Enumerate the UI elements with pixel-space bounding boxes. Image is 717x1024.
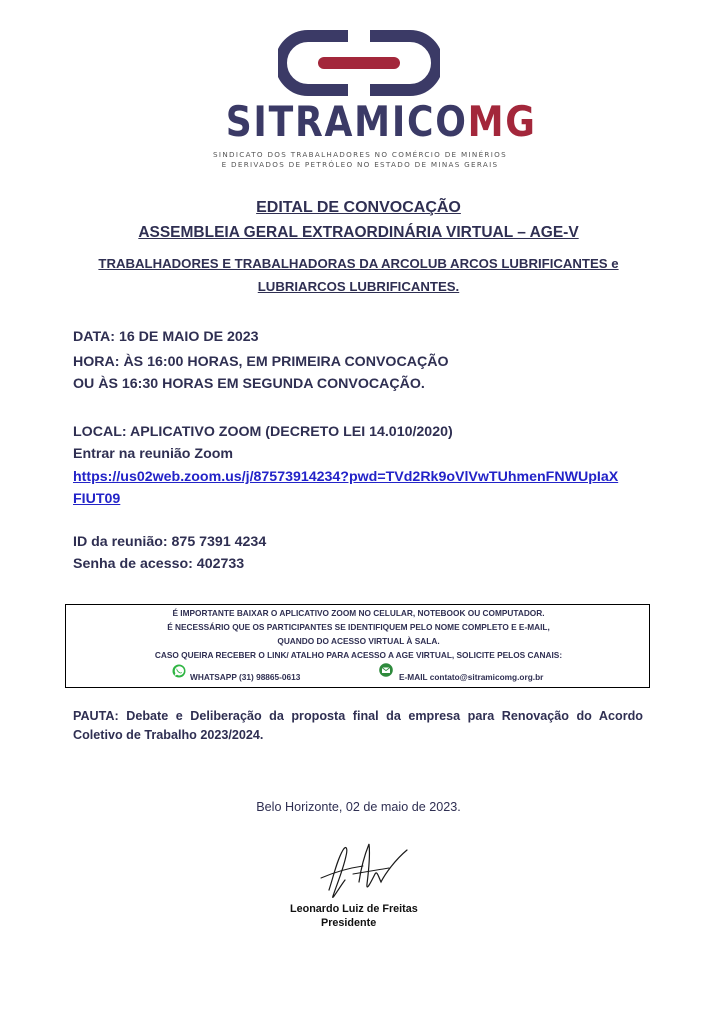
logo-wordmark bbox=[225, 96, 537, 148]
title-edital: EDITAL DE CONVOCAÇÃO bbox=[256, 199, 461, 216]
envelope-icon bbox=[379, 663, 393, 677]
meeting-password: Senha de acesso: 402733 bbox=[73, 556, 245, 572]
meeting-time-second: OU ÀS 16:30 HORAS EM SEGUNDA CONVOCAÇÃO. bbox=[73, 376, 425, 392]
handwritten-signature bbox=[315, 838, 415, 906]
logo-subtitle bbox=[210, 150, 510, 170]
agenda-text: Debate e Deliberação da proposta final da empresa para Renovação do Acordo Coletivo de Trabalho 2023/2024. bbox=[73, 709, 644, 742]
email-contact: E-MAIL contato@sitramicomg.org.br bbox=[399, 672, 544, 682]
notice-box bbox=[65, 604, 650, 688]
whatsapp-contact: WHATSAPP (31) 98865-0613 bbox=[190, 672, 301, 682]
notice-line2: É NECESSÁRIO QUE OS PARTICIPANTES SE IDENTIFIQUEM PELO NOME COMPLETO E E-MAIL, bbox=[167, 622, 550, 632]
meeting-location: LOCAL: APLICATIVO ZOOM (DECRETO LEI 14.010/2020) bbox=[73, 424, 453, 440]
zoom-link-line1[interactable]: https://us02web.zoom.us/j/87573914234?pwd=TVd2Rk9oVlVwTUhmenFNWUpIaX bbox=[73, 469, 619, 485]
logo-name-primary: SITRAMICO bbox=[225, 97, 468, 146]
logo-name-accent: MG bbox=[467, 97, 537, 146]
title-trabalhadores-line2: LUBRIARCOS LUBRIFICANTES. bbox=[257, 279, 460, 294]
notice-line4: CASO QUEIRA RECEBER O LINK/ ATALHO PARA ACESSO A AGE VIRTUAL, SOLICITE PELOS CANAIS: bbox=[154, 650, 563, 660]
title-trabalhadores-line1: TRABALHADORES E TRABALHADORAS DA ARCOLUB ARCOS LUBRIFICANTES e bbox=[98, 256, 619, 271]
signer-name: Leonardo Luiz de Freitas bbox=[290, 903, 418, 915]
logo-subtitle-line1: SINDICATO DOS TRABALHADORES NO COMÉRCIO DE MINÉRIOS bbox=[213, 150, 507, 159]
place-and-date: Belo Horizonte, 02 de maio de 2023. bbox=[256, 800, 461, 814]
signer-role: Presidente bbox=[321, 917, 377, 929]
zoom-join-label: Entrar na reunião Zoom bbox=[73, 446, 234, 462]
agenda-label: PAUTA: bbox=[73, 709, 119, 723]
agenda-paragraph bbox=[73, 707, 643, 745]
notice-line1: É IMPORTANTE BAIXAR O APLICATIVO ZOOM NO CELULAR, NOTEBOOK OU COMPUTADOR. bbox=[172, 608, 545, 618]
logo-subtitle-line2: E DERIVADOS DE PETRÓLEO NO ESTADO DE MINAS GERAIS bbox=[221, 160, 499, 169]
whatsapp-icon bbox=[172, 664, 186, 678]
sitramico-logo-icon bbox=[278, 30, 440, 96]
title-assembleia: ASSEMBLEIA GERAL EXTRAORDINÁRIA VIRTUAL – AGE-V bbox=[138, 224, 579, 241]
meeting-time-first: HORA: ÀS 16:00 HORAS, EM PRIMEIRA CONVOCAÇÃO bbox=[73, 354, 449, 370]
meeting-id: ID da reunião: 875 7391 4234 bbox=[73, 534, 267, 550]
meeting-date: DATA: 16 DE MAIO DE 2023 bbox=[73, 329, 259, 345]
notice-line3: QUANDO DO ACESSO VIRTUAL À SALA. bbox=[277, 636, 440, 646]
zoom-link-line2[interactable]: FIUT09 bbox=[73, 491, 121, 507]
